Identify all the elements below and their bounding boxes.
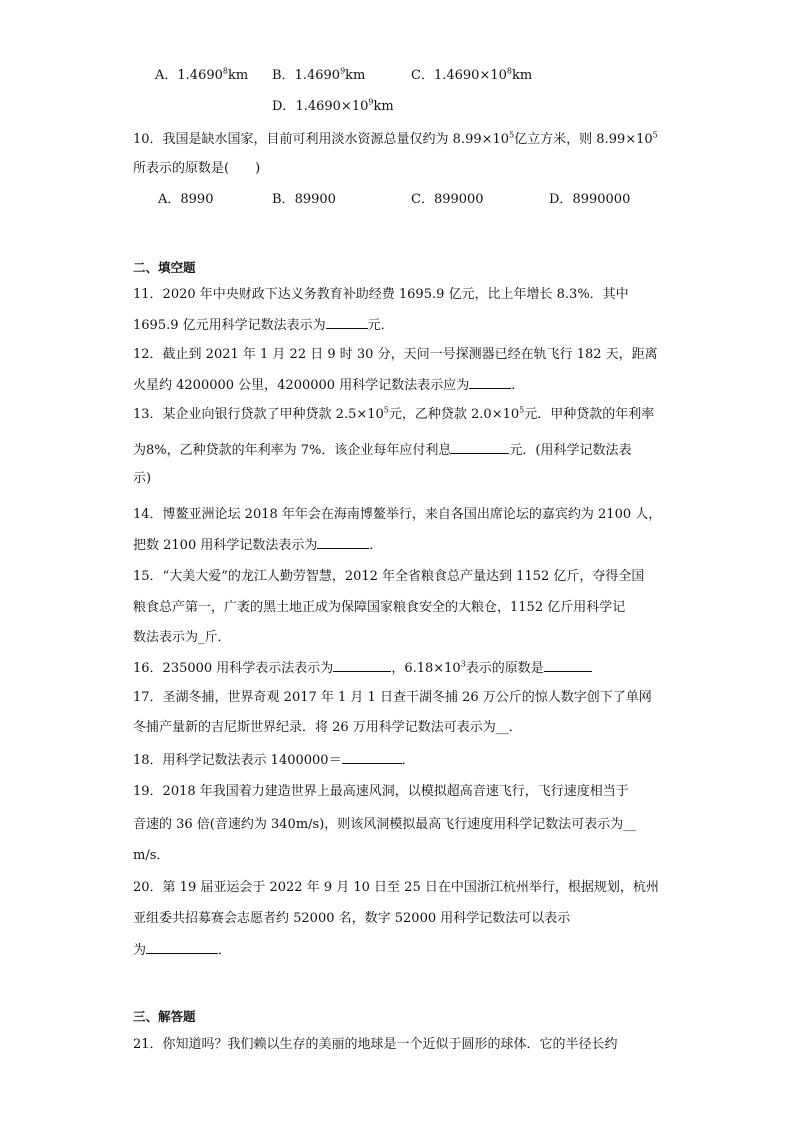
option-unit: km xyxy=(511,68,533,83)
option-exponent: 9 xyxy=(368,97,374,107)
q12-line-1: 12．截止到 2021 年 1 月 22 日 9 时 30 分，天问一号探测器已经在轨飞行 182 天，距离 xyxy=(133,347,658,362)
q10-option-d[interactable] xyxy=(549,190,630,210)
q13-exponent: 5 xyxy=(383,405,389,415)
option-letter: D． xyxy=(549,192,573,207)
q13-text-end: 元．(用科学记数法表 xyxy=(509,443,632,458)
q10-exponent: 5 xyxy=(509,130,515,140)
q10-text-2: 亿立方米，则 8.99×10 xyxy=(514,132,653,147)
option-letter: A． xyxy=(158,192,181,207)
q12-text: 火星约 4200000 公里，4200000 用科学记数法表示应为 xyxy=(133,378,470,393)
q12-line-2 xyxy=(133,375,524,395)
q11-line-1: 11．2020 年中央财政下达义务教育补助经费 1695.9 亿元，比上年增长 8.3%．其中 xyxy=(133,287,629,302)
option-letter: C． xyxy=(411,192,434,207)
option-text: 8990 xyxy=(180,192,214,207)
q11-answer-blank[interactable] xyxy=(326,315,368,329)
option-text: 899000 xyxy=(433,192,484,207)
q13-exponent-2: 5 xyxy=(519,405,525,415)
q11-text-end: 元． xyxy=(367,318,394,333)
option-letter: B． xyxy=(272,192,295,207)
q16-text: 16．235000 用科学表示法表示为 xyxy=(133,661,334,676)
option-exponent: 8 xyxy=(506,66,512,76)
q15-line-1: 15．“大美大爱”的龙江人勤劳智慧，2012 年全省粮食总产量达到 1152 亿斤，夺得全国 xyxy=(133,569,645,584)
q11-line-2 xyxy=(133,315,394,335)
section-title-answer: 三、解答题 xyxy=(133,1009,196,1024)
option-unit: km xyxy=(345,68,366,83)
q11-text: 1695.9 亿元用科学记数法表示为 xyxy=(133,318,326,333)
q9-option-d[interactable] xyxy=(272,97,394,117)
q9-option-b[interactable] xyxy=(272,66,365,86)
option-exponent: 9 xyxy=(340,66,346,76)
q15-line-2: 粮食总产第一，广袤的黑土地正成为保障国家粮食安全的大粮仓，1152 亿斤用科学记 xyxy=(133,600,626,615)
q13-answer-blank[interactable] xyxy=(451,440,509,454)
q14-answer-blank[interactable] xyxy=(317,535,369,549)
q13-text-2: 元，乙种贷款 2.0×10 xyxy=(388,407,520,422)
q18-text: 18．用科学记数法表示 1400000＝ xyxy=(133,753,342,768)
q20-text: 为 xyxy=(133,943,147,958)
option-mantissa: 1.4690×10 xyxy=(295,99,369,114)
q10-line-1 xyxy=(133,130,658,150)
q13-line-2 xyxy=(133,440,631,460)
option-exponent: 8 xyxy=(222,66,228,76)
q9-option-c[interactable] xyxy=(411,66,532,86)
option-mantissa: 1.4690 xyxy=(294,68,341,83)
q10-option-c[interactable] xyxy=(411,190,484,210)
option-unit: km xyxy=(227,68,249,83)
q20-line-3 xyxy=(133,940,231,960)
q17-line-1: 17．圣湖冬捕，世界奇观 2017 年 1 月 1 日查干湖冬捕 26 万公斤的惊人数字创下了单网 xyxy=(133,690,652,705)
q14-line-1: 14．博鳌亚洲论坛 2018 年年会在海南博鳌举行，来自各国出席论坛的嘉宾约为 2100 人， xyxy=(133,507,662,522)
option-letter: C． xyxy=(411,68,434,83)
q20-answer-blank[interactable] xyxy=(146,940,218,954)
q14-line-2 xyxy=(133,535,382,555)
q18-text-end: ． xyxy=(401,753,415,768)
q20-text-end: ． xyxy=(218,943,232,958)
q13-line-1 xyxy=(133,405,654,425)
q13-line-3: 示) xyxy=(133,471,152,486)
q16-text-2: ，6.18×10 xyxy=(391,661,461,676)
q10-option-a[interactable] xyxy=(158,190,213,210)
q20-line-2: 亚组委共招募赛会志愿者约 52000 名，数字 52000 用科学记数法可以表示 xyxy=(133,911,571,926)
section-title-fill-in: 二、填空题 xyxy=(133,260,196,275)
option-letter: D． xyxy=(272,99,296,114)
q16-text-3: 表示的原数是 xyxy=(465,661,544,676)
q15-line-3: 数法表示为_斤． xyxy=(133,630,231,645)
q16-exponent: 3 xyxy=(460,659,466,669)
q10-option-b[interactable] xyxy=(272,190,336,210)
option-unit: km xyxy=(373,99,394,114)
option-letter: B． xyxy=(272,68,295,83)
option-text: 89900 xyxy=(294,192,336,207)
q16-answer-blank-1[interactable] xyxy=(333,658,391,672)
option-text: 8990000 xyxy=(572,192,631,207)
q10-text: 10．我国是缺水国家，目前可利用淡水资源总量仅约为 8.99×10 xyxy=(133,132,510,147)
q12-answer-blank[interactable] xyxy=(469,375,511,389)
q9-option-a[interactable] xyxy=(155,66,248,86)
q10-line-2: 所表示的原数是( ) xyxy=(133,161,261,176)
option-mantissa: 1.4690×10 xyxy=(433,68,507,83)
option-letter: A． xyxy=(155,68,178,83)
q12-text-end: ． xyxy=(511,378,525,393)
q13-text: 为8%，乙种贷款的年利率为 7%．该企业每年应付利息 xyxy=(133,443,452,458)
q14-text-end: ． xyxy=(369,538,383,553)
q17-line-2: 冬捕产量新的吉尼斯世界纪录．将 26 万用科学记数法可表示为__． xyxy=(133,720,522,735)
q13-text-3: 元．甲种贷款的年利率 xyxy=(524,407,655,422)
q19-line-1: 19．2018 年我国着力建造世界上最高速风洞，以模拟超高音速飞行，飞行速度相当于 xyxy=(133,784,629,799)
q20-line-1: 20．第 19 届亚运会于 2022 年 9 月 10 日至 25 日在中国浙江杭州举行，根据规划，杭州 xyxy=(133,880,659,895)
q19-line-2: 音速的 36 倍(音速约为 340m/s)，则该风洞模拟最高飞行速度用科学记数法可表示为__ xyxy=(133,817,637,832)
q10-exponent-2: 5 xyxy=(652,130,658,140)
q18-answer-blank[interactable] xyxy=(342,750,402,764)
q13-text: 13．某企业向银行贷款了甲种贷款 2.5×10 xyxy=(133,407,384,422)
q14-text: 把数 2100 用科学记数法表示为 xyxy=(133,538,318,553)
q16-answer-blank-2[interactable] xyxy=(544,658,592,672)
q21-line-1: 21．你知道吗？我们赖以生存的美丽的地球是一个近似于圆形的球体．它的半径长约 xyxy=(133,1037,618,1052)
q18-line xyxy=(133,750,415,770)
q19-line-3: m/s． xyxy=(133,848,170,863)
q16-line xyxy=(133,658,592,678)
option-mantissa: 1.4690 xyxy=(177,68,223,83)
